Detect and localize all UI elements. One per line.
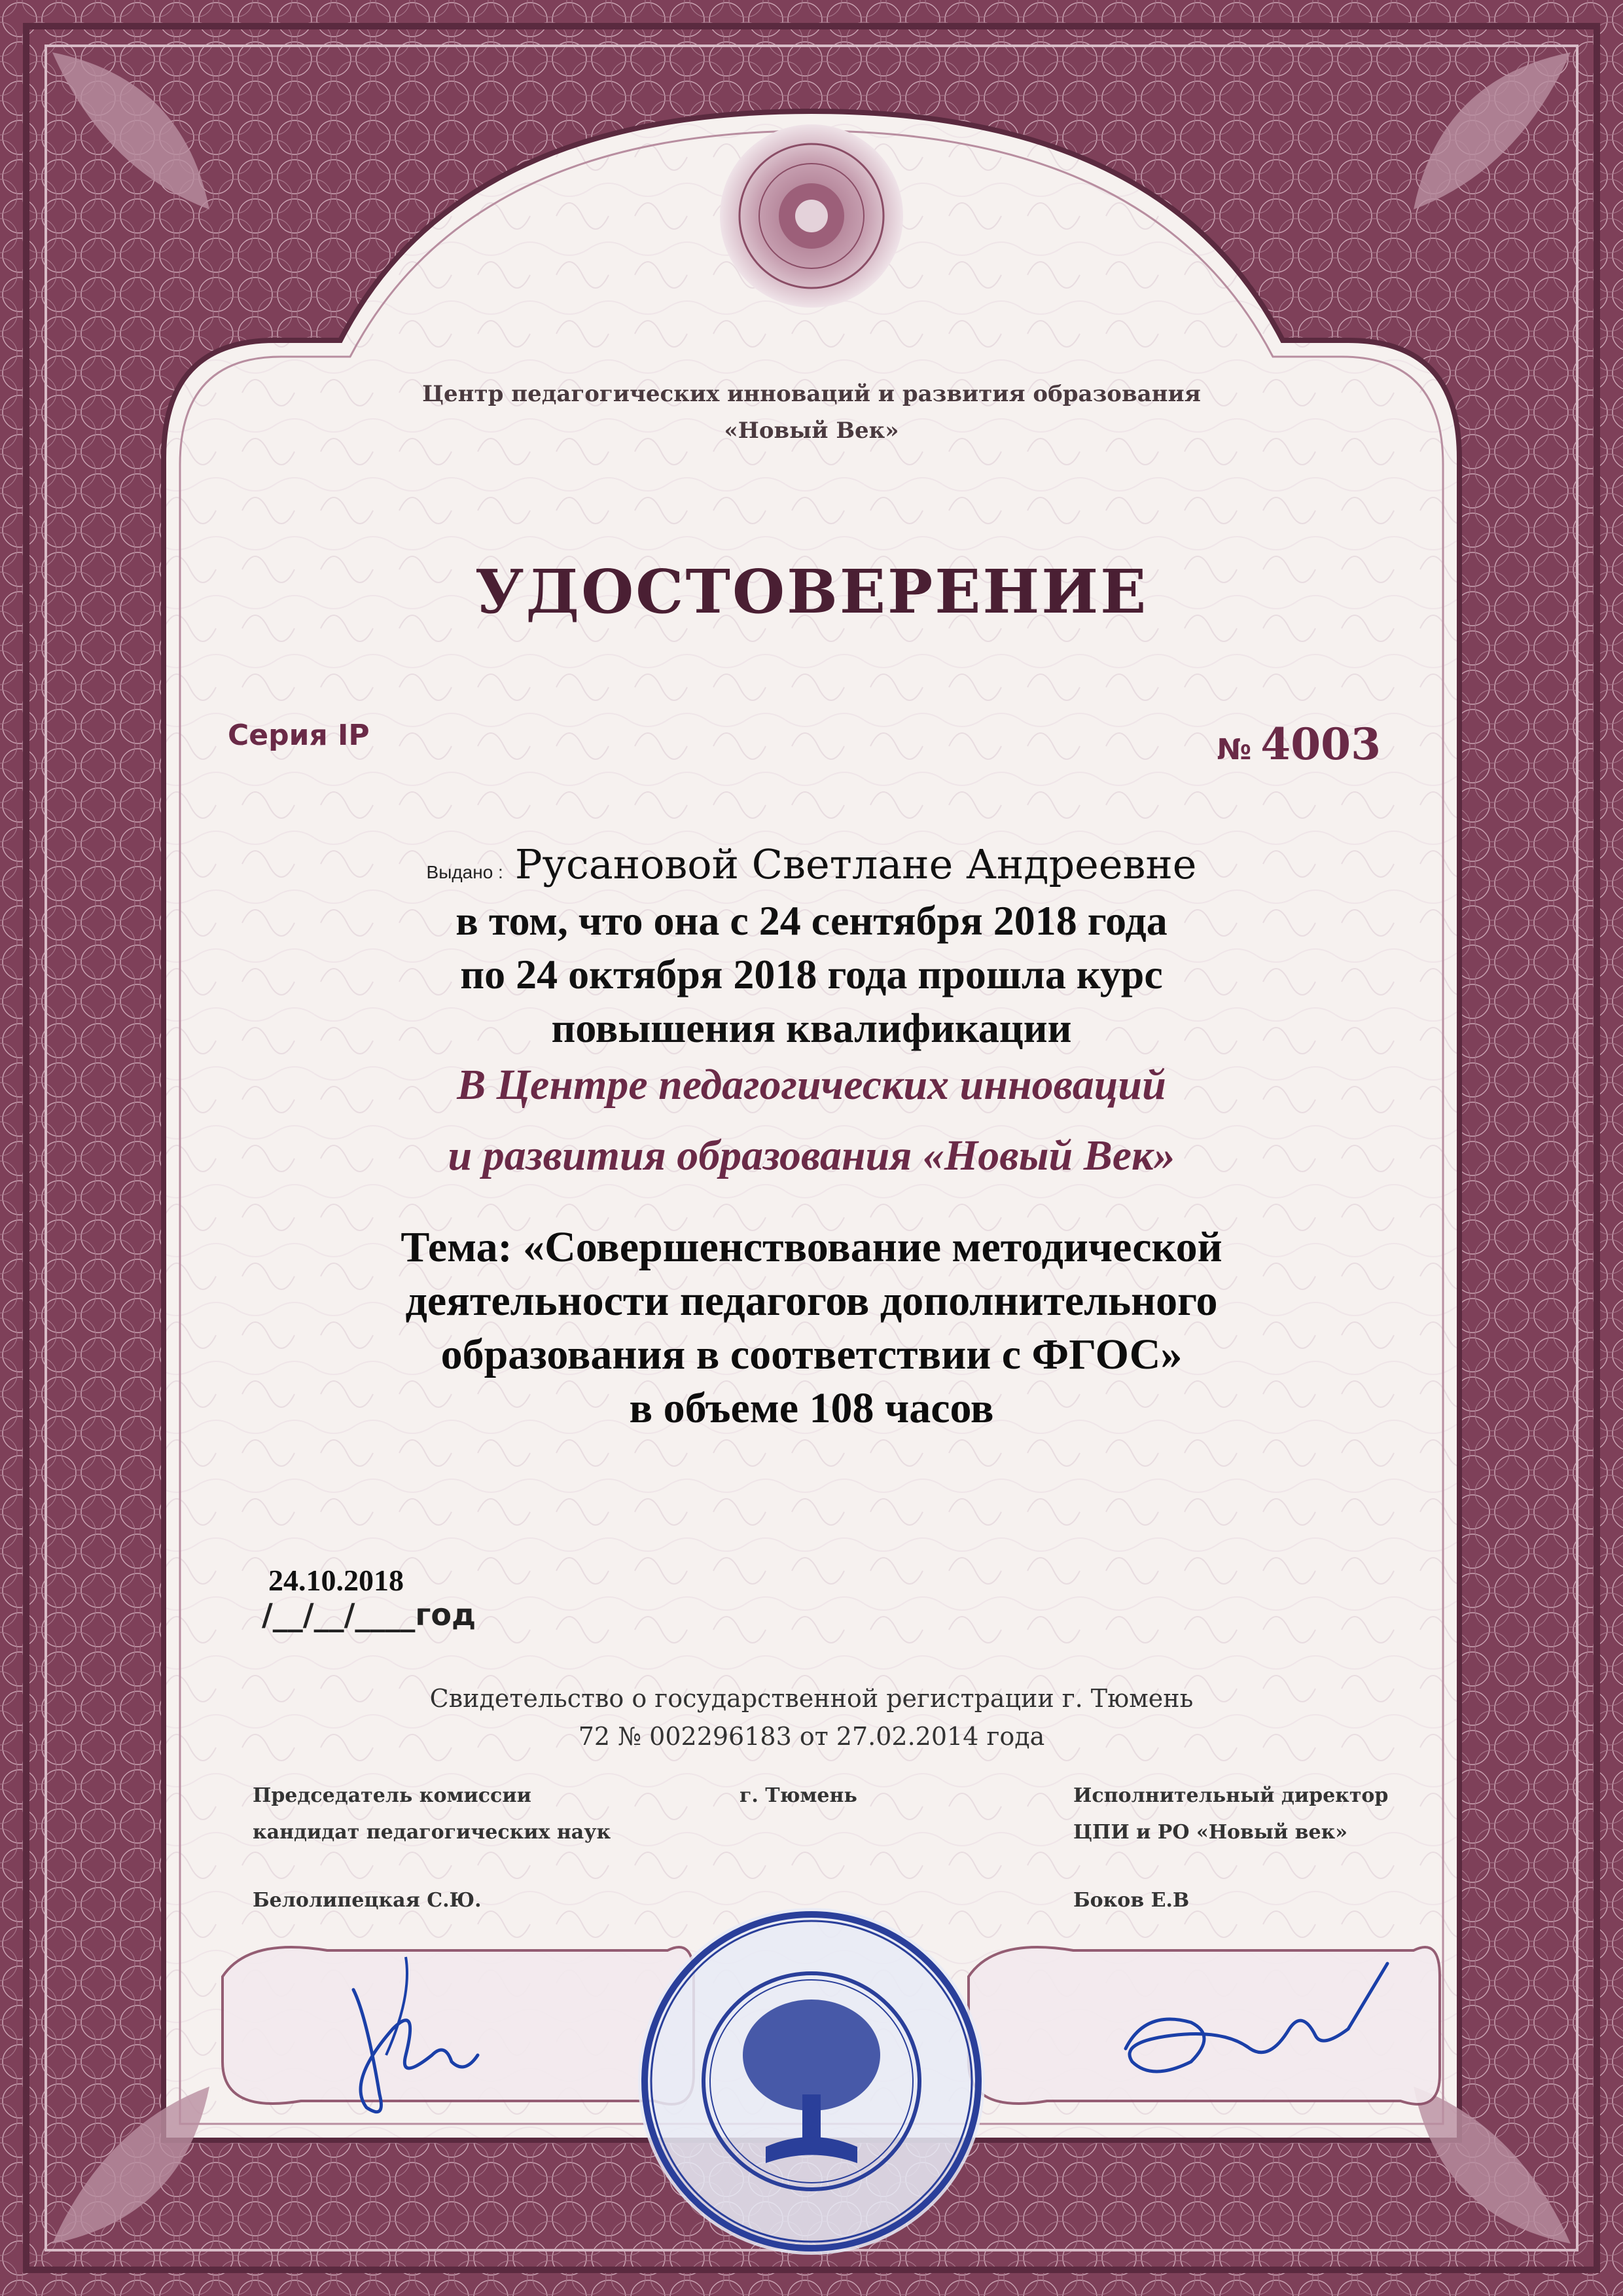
issued-label: Выдано : [426, 862, 503, 882]
document-number [1217, 719, 1381, 770]
body-line-3: повышения квалификации [551, 1005, 1072, 1051]
date-blank: /__/__/____год [262, 1597, 476, 1632]
right-signatory [1073, 1778, 1388, 1851]
number-sign: № [1217, 733, 1252, 766]
right-sig-org: ЦПИ и РО «Новый век» [1073, 1821, 1348, 1844]
left-signatory [253, 1778, 611, 1851]
institution-line-2: и развития образования «Новый Век» [448, 1132, 1175, 1179]
number-value: 4003 [1260, 719, 1381, 770]
body-line-2: по 24 октября 2018 года прошла курс [460, 951, 1163, 997]
topic-line-3: образования в соответствии с ФГОС» [440, 1331, 1183, 1378]
organization-brand: «Новый Век» [724, 418, 899, 444]
right-sig-title: Исполнительный директор [1073, 1784, 1389, 1807]
issue-date: 24.10.2018 [268, 1564, 404, 1597]
recipient-name: Русановой Светлане Андреевне [514, 840, 1197, 888]
course-hours: в объеме 108 часов [629, 1384, 994, 1432]
left-sig-degree: кандидат педагогических наук [253, 1821, 611, 1844]
organization-name: Центр педагогических инноваций и развития образования [422, 381, 1201, 407]
document-title: УДОСТОВЕРЕНИЕ [474, 556, 1149, 627]
registration-info [327, 1679, 1296, 1755]
body-line-1: в том, что она с 24 сентября 2018 года [455, 897, 1168, 944]
topic-line-2: деятельности педагогов дополнительного [405, 1277, 1218, 1325]
left-sig-title: Председатель комиссии [253, 1784, 531, 1807]
issued-line [236, 838, 1387, 899]
institution-line-1: В Центре педагогических инноваций [457, 1061, 1166, 1109]
city-label: г. Тюмень [740, 1784, 857, 1807]
left-sig-name: Белолипецкая С.Ю. [253, 1889, 482, 1912]
registration-line-2: 72 № 002296183 от 27.02.2014 года [578, 1722, 1045, 1751]
registration-line-1: Свидетельство о государственной регистрации г. Тюмень [429, 1684, 1194, 1713]
seal [638, 1908, 985, 2255]
topic-line-1: Тема: «Совершенствование методической [401, 1223, 1222, 1271]
series-label: Серия IP [228, 719, 370, 752]
right-sig-name: Боков Е.В [1073, 1889, 1190, 1912]
